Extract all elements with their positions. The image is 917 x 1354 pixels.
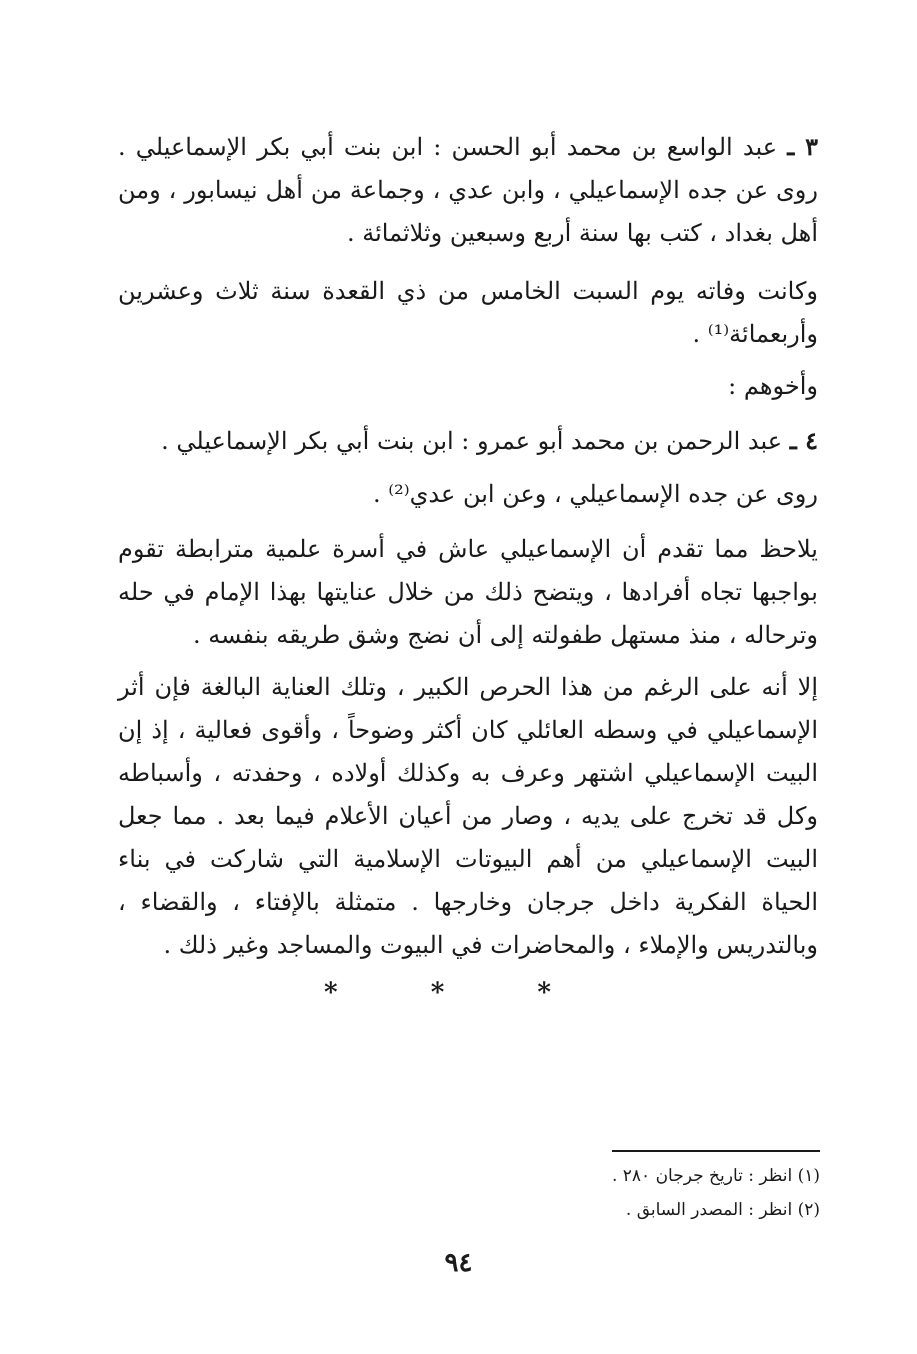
section-separator: * * *: [324, 978, 593, 1008]
entry-4-narration: روى عن جده الإسماعيلي ، وعن ابن عدي⁽²⁾ .: [372, 480, 818, 508]
brothers-label: وأخوهم :: [728, 372, 818, 400]
entry-3-number: ٣ ـ: [787, 132, 818, 161]
entry-4-text: عبد الرحمن بن محمد أبو عمرو : ابن بنت أبي بكر الإسماعيلي .: [161, 427, 783, 455]
paragraph-1: يلاحظ مما تقدم أن الإسماعيلي عاش في أسرة علمية مترابطة تقوم بواجبها تجاه أفرادها ، ويتضح ذلك من خلال عنايتها بهذا الإمام في حله وترحاله ، منذ مستهل طفولته إلى أن نضج وشق طريقه بنفسه .: [118, 535, 818, 649]
entry-4-number: ٤ ـ: [789, 426, 818, 455]
footnote-2: (٢) انظر : المصدر السابق .: [625, 1200, 820, 1220]
page-number: ٩٤: [444, 1248, 473, 1278]
footnote-divider: [612, 1150, 820, 1152]
death-paragraph: وكانت وفاته يوم السبت الخامس من ذي القعدة سنة ثلاث وعشرين وأربعمائة⁽¹⁾ .: [118, 277, 819, 348]
entry-3-text: عبد الواسع بن محمد أبو الحسن : ابن بنت أبي بكر الإسماعيلي . روى عن جده الإسماعيلي ، وابن عدي ، وجماعة من أهل نيسابور ، ومن أهل بغداد ، كتب بها سنة أربع وسبعين وثلاثمائة .: [118, 133, 818, 247]
paragraph-2: إلا أنه على الرغم من هذا الحرص الكبير ، وتلك العناية البالغة فإن أثر الإسماعيلي في وسطه العائلي كان أكثر وضوحاً ، وأقوى فعالية ، إذ إن البيت الإسماعيلي اشتهر وعرف به وكذلك أولاده ، وحفدته ، وأسباطه وكل قد تخرج على يديه ، وصار من أعيان الأعلام فيما بعد . مما جعل البيت الإسماعيلي من أهم البيوتات الإسلامية التي شاركت في بناء الحياة الفكرية داخل جرجان وخارجها . متمثلة بالإفتاء ، والقضاء ، وبالتدريس والإملاء ، والمحاضرات في البيوت والمساجد وغير ذلك .: [118, 673, 819, 959]
entry-3: [118, 125, 818, 255]
footnote-1: (١) انظر : تاريخ جرجان ٢٨٠ .: [611, 1166, 820, 1186]
entry-4: [118, 419, 818, 463]
